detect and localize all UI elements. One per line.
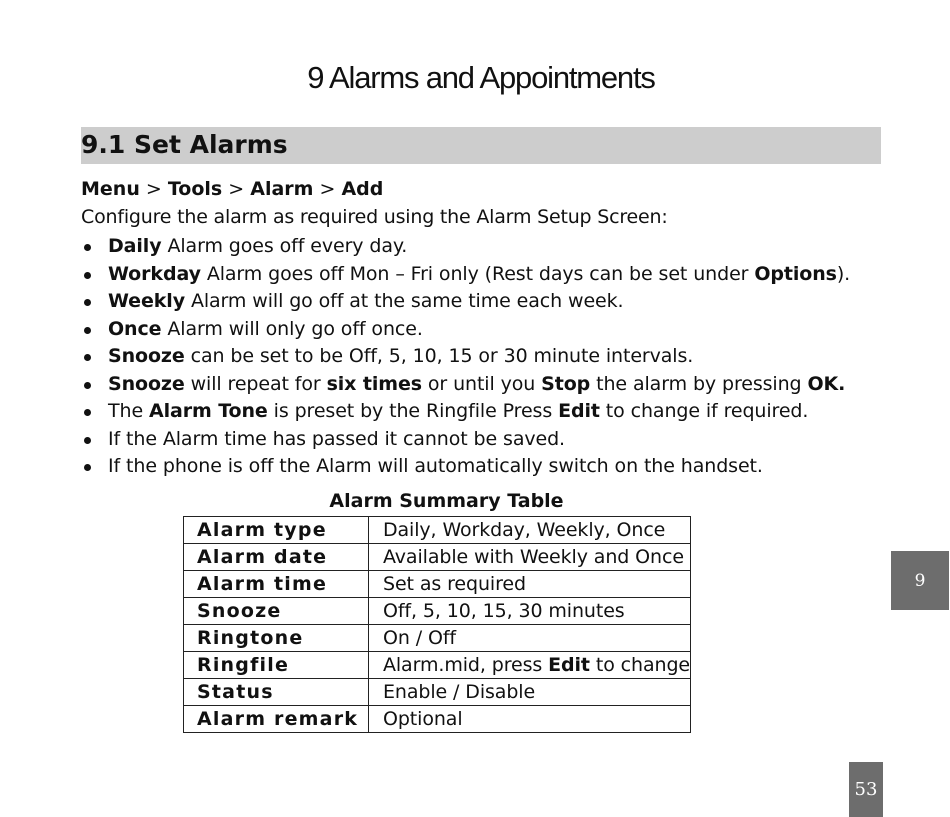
table-value-cell [368, 706, 690, 733]
table-value-cell [368, 544, 690, 571]
bold-term: Stop [541, 372, 591, 395]
text-run: Daily, Workday, Weekly, Once [382, 519, 666, 541]
table-key-cell: Alarm time [184, 571, 369, 598]
table-key-cell: Ringtone [184, 625, 369, 652]
table-row [184, 571, 691, 598]
bold-term: Daily [108, 235, 162, 257]
table-value-cell [368, 517, 690, 544]
bold-term: Edit [558, 400, 600, 422]
text-run: to change if required. [599, 400, 809, 422]
list-item [81, 288, 850, 316]
text-run: Alarm will only go off once. [161, 317, 423, 340]
text-run: to change [589, 654, 690, 676]
table-key-cell: Snooze [184, 598, 369, 625]
list-item [81, 233, 850, 261]
table-row [184, 517, 691, 544]
text-run: Set as required [382, 573, 526, 595]
table-row [184, 652, 691, 679]
list-item [81, 343, 850, 371]
bold-term: Workday [108, 262, 201, 285]
bold-term: Alarm Tone [148, 400, 268, 422]
text-run: Alarm.mid, press [382, 654, 549, 676]
bullet-dot-icon [84, 272, 91, 279]
text-run: is preset by the Ringfile Press [267, 400, 559, 422]
menu-path-alarm: Alarm [250, 178, 314, 200]
alarm-summary-table [183, 516, 691, 733]
table-row [184, 679, 691, 706]
bold-term: Weekly [108, 290, 185, 312]
alarm-options-list [81, 233, 850, 481]
bullet-dot-icon [84, 354, 91, 361]
table-key-cell: Ringfile [184, 652, 369, 679]
table-row [184, 598, 691, 625]
menu-path-add: Add [341, 178, 384, 200]
text-run: Enable / Disable [382, 681, 536, 703]
table-value-cell [368, 598, 690, 625]
text-run: will repeat for [184, 372, 327, 395]
table-value-cell [368, 625, 690, 652]
text-run: Available with Weekly and Once [382, 546, 684, 568]
list-item [81, 426, 850, 454]
menu-path-separator: > [313, 178, 342, 200]
menu-path-tools: Tools [167, 178, 223, 200]
text-run: If the Alarm time has passed it cannot be saved. [108, 427, 565, 450]
menu-path-separator: > [139, 178, 168, 200]
text-run: Optional [382, 708, 463, 730]
list-item [81, 453, 850, 481]
text-run: can be set to be Off, 5, 10, 15 or 30 minute intervals. [184, 345, 694, 367]
text-run: Off, 5, 10, 15, 30 minutes [382, 600, 625, 622]
list-item [81, 261, 850, 289]
text-run: If the phone is off the Alarm will automatically switch on the handset. [108, 455, 763, 477]
list-item [81, 398, 850, 426]
text-run: On / Off [382, 627, 456, 649]
bold-term: Once [108, 317, 162, 340]
table-title: Alarm Summary Table [329, 490, 564, 512]
table-row [184, 625, 691, 652]
bullet-dot-icon [84, 464, 91, 471]
text-run: Alarm goes off every day. [161, 235, 408, 257]
text-run: The [108, 400, 149, 422]
menu-path [81, 178, 383, 200]
menu-path-menu: Menu [81, 178, 140, 200]
bold-term: Edit [548, 654, 590, 676]
table-key-cell: Alarm type [184, 517, 369, 544]
bold-term: OK. [807, 372, 846, 395]
table-row [184, 544, 691, 571]
bullet-dot-icon [84, 244, 91, 251]
section-title: 9.1 Set Alarms [81, 130, 288, 159]
chapter-tab: 9 [891, 551, 949, 610]
bullet-dot-icon [84, 409, 91, 416]
table-key-cell: Alarm date [184, 544, 369, 571]
bold-term: Snooze [108, 372, 185, 395]
page-number: 53 [849, 762, 883, 817]
bullet-dot-icon [84, 327, 91, 334]
bullet-dot-icon [84, 437, 91, 444]
chapter-title: 9 Alarms and Appointments [307, 60, 655, 95]
list-item [81, 371, 850, 399]
table-key-cell: Alarm remark [184, 706, 369, 733]
list-item [81, 316, 850, 344]
text-run: ). [836, 262, 851, 285]
bold-term: Options [754, 262, 837, 285]
bold-term: Snooze [108, 345, 185, 367]
bold-term: six times [326, 372, 422, 395]
table-row [184, 706, 691, 733]
text-run: the alarm by pressing [590, 372, 808, 395]
bullet-dot-icon [84, 382, 91, 389]
menu-path-separator: > [222, 178, 251, 200]
text-run: or until you [421, 372, 542, 395]
table-value-cell [368, 679, 690, 706]
intro-paragraph: Configure the alarm as required using the Alarm Setup Screen: [81, 206, 668, 228]
table-value-cell [368, 571, 690, 598]
table-key-cell: Status [184, 679, 369, 706]
bullet-dot-icon [84, 299, 91, 306]
table-value-cell [368, 652, 690, 679]
text-run: Alarm will go off at the same time each week. [185, 290, 624, 312]
text-run: Alarm goes off Mon – Fri only (Rest days can be set under [200, 262, 755, 285]
